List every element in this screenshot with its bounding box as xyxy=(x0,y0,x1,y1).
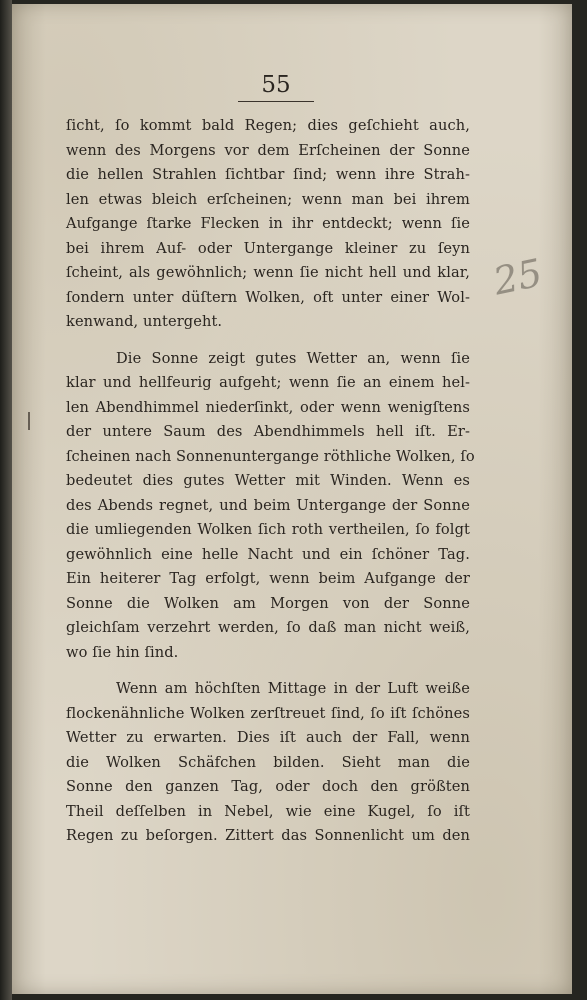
text-line: Wenn am höchſten Mittage in der Luft weiße xyxy=(116,680,470,697)
body-text xyxy=(66,114,475,849)
text-line: Regen zu beſorgen. Zittert das Sonnenlicht um den xyxy=(66,827,470,844)
text-line: Sonne die Wolken am Morgen von der Sonne xyxy=(66,594,470,612)
text-line: kenwand, untergeht. xyxy=(66,313,223,330)
text-line: gleichſam verzehrt werden, ſo daß man nicht weiß, xyxy=(66,619,470,636)
book-spine-shadow xyxy=(0,0,12,1000)
text-line: len etwas bleich erſcheinen; wenn man bei ihrem xyxy=(66,190,470,208)
text-line: len Abendhimmel niederſinkt, oder wenn wenigſtens xyxy=(66,398,470,416)
text-line: flockenähnliche Wolken zerſtreuet ſind, ſo iſt ſchönes xyxy=(66,704,470,722)
page-number: 55 xyxy=(261,72,291,98)
text-line: die Wolken Schäfchen bilden. Sieht man die xyxy=(66,753,470,771)
text-line: ſcheinen nach Sonnenuntergange röthliche Wolken, ſo xyxy=(66,447,475,465)
text-line: Aufgange ſtarke Flecken in ihr entdeckt; wenn ſie xyxy=(66,215,470,232)
text-line: Wetter zu erwarten. Dies iſt auch der Fall, wenn xyxy=(66,729,470,746)
text-line: Ein heiterer Tag erfolgt, wenn beim Aufgange der xyxy=(66,570,470,587)
text-line: wenn des Morgens vor dem Erſcheinen der Sonne xyxy=(66,141,470,159)
page-number-rule xyxy=(238,101,314,102)
text-line: Theil deſſelben in Nebel, wie eine Kugel, ſo iſt xyxy=(66,802,470,820)
text-line: ſicht, ſo kommt bald Regen; dies geſchieht auch, xyxy=(66,117,470,134)
text-line: die umliegenden Wolken ſich roth vertheilen, ſo folgt xyxy=(66,521,470,538)
text-line: des Abends regnet, und beim Untergange der Sonne xyxy=(66,496,470,514)
text-line: Die Sonne zeigt gutes Wetter an, wenn ſie xyxy=(116,349,470,367)
text-line: gewöhnlich eine helle Nacht und ein ſchöner Tag. xyxy=(66,545,470,563)
text-line: wo ſie hin ſind. xyxy=(66,643,179,661)
text-line: die hellen Strahlen ſichtbar ſind; wenn ihre Strah- xyxy=(66,166,470,183)
pencil-annotation-text: 25 xyxy=(489,250,547,304)
text-line: Sonne den ganzen Tag, oder doch den größten xyxy=(66,778,470,795)
text-line: ſcheint, als gewöhnlich; wenn ſie nicht hell und klar, xyxy=(66,264,470,281)
text-line: klar und hellfeurig aufgeht; wenn ſie an einem hel- xyxy=(66,374,470,391)
text-line: der untere Saum des Abendhimmels hell iſt. Er- xyxy=(66,423,470,440)
text-line: bei ihrem Auf- oder Untergange kleiner zu ſeyn xyxy=(66,239,470,257)
paragraph-gap xyxy=(66,665,470,677)
paragraph-gap xyxy=(66,335,470,347)
text-line: ſondern unter düſtern Wolken, oft unter einer Wol- xyxy=(66,288,470,306)
text-line: bedeutet dies gutes Wetter mit Winden. Wenn es xyxy=(66,472,470,489)
margin-mark xyxy=(28,412,30,430)
pencil-annotation xyxy=(489,238,547,318)
